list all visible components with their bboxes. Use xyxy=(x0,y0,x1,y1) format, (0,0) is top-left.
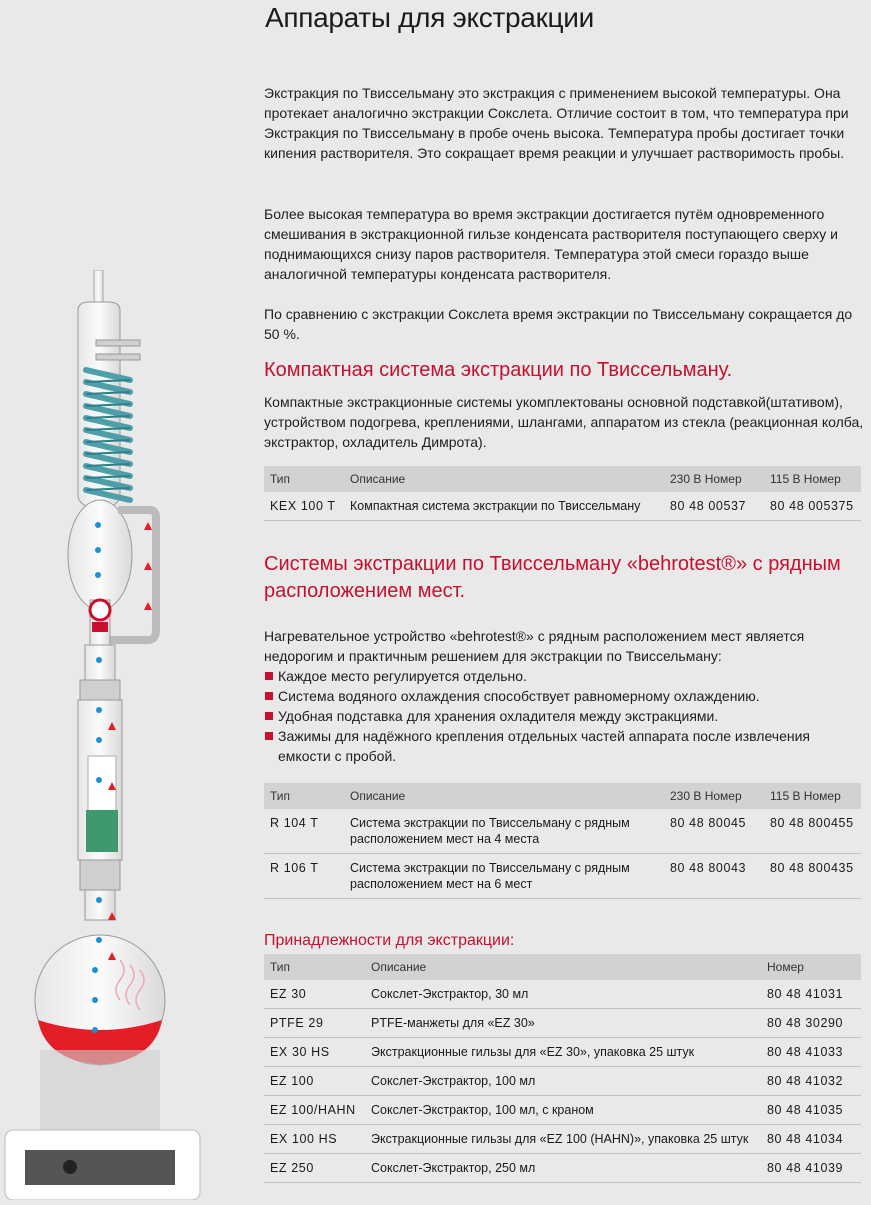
cell-115: 80 48 005375 xyxy=(764,492,861,521)
th-type: Тип xyxy=(264,466,344,492)
cell-desc: Сокслет-Экстрактор, 100 мл, с краном xyxy=(365,1096,761,1125)
table-row xyxy=(264,1154,861,1183)
cell-type: R 104 T xyxy=(264,809,344,854)
intro-paragraph-2: Более высокая температура во время экстракции достигается путём одновременного смешивания в экстракционной гильзе конденсата растворителя поступающего сверху и поднимающихся снизу паров растворителя. Температура этой смеси гораздо выше аналогичной температуры конденсата растворителя. xyxy=(264,206,838,282)
cell-type: R 106 T xyxy=(264,854,344,899)
cell-desc: Сокслет-Экстрактор, 30 мл xyxy=(365,980,761,1009)
bullet-item: Удобная подставка для хранения охладителя между экстракциями. xyxy=(264,706,862,726)
cell-115: 80 48 800435 xyxy=(764,854,861,899)
bullet-item: Каждое место регулируется отдельно. xyxy=(264,666,862,686)
cell-type: EZ 100 xyxy=(264,1067,365,1096)
cell-desc: Сокслет-Экстрактор, 250 мл xyxy=(365,1154,761,1183)
cell-desc: Система экстракции по Твиссельману с рядным расположением мест на 4 места xyxy=(344,809,664,854)
accessories-heading: Принадлежности для экстракции: xyxy=(264,932,515,949)
th-230: 230 В Номер xyxy=(664,466,764,492)
cell-number: 80 48 41034 xyxy=(761,1125,861,1154)
table-row xyxy=(264,809,861,854)
cell-number: 80 48 41032 xyxy=(761,1067,861,1096)
accessories-table xyxy=(264,954,861,1183)
table-row xyxy=(264,492,861,521)
cell-desc: Компактная система экстракции по Твиссельману xyxy=(344,492,664,521)
th-type: Тип xyxy=(264,954,365,980)
table-row xyxy=(264,980,861,1009)
cell-type: EZ 30 xyxy=(264,980,365,1009)
behrotest-heading: Системы экстракции по Твиссельману «behrotest®» с рядным расположением мест. xyxy=(264,553,841,602)
cell-number: 80 48 30290 xyxy=(761,1009,861,1038)
cell-desc: Экстракционные гильзы для «EZ 30», упаковка 25 штук xyxy=(365,1038,761,1067)
intro-paragraph-1: Экстракция по Твиссельману это экстракция с применением высокой температуры. Она протекает аналогично экстракции Сокслета. Отличие состоит в том, что температура при Экстракция по Твиссельману в пробе очень высока. Температура пробы достигает точки кипения растворителя. Это сокращает время реакции и улучшает растворимость пробы. xyxy=(264,85,849,161)
th-desc: Описание xyxy=(344,783,664,809)
behrotest-table xyxy=(264,783,861,899)
table-row xyxy=(264,1096,861,1125)
table-row xyxy=(264,1009,861,1038)
cell-230: 80 48 80043 xyxy=(664,854,764,899)
th-desc: Описание xyxy=(365,954,761,980)
cell-230: 80 48 80045 xyxy=(664,809,764,854)
behrotest-bullets xyxy=(264,666,862,766)
th-230: 230 В Номер xyxy=(664,783,764,809)
cell-number: 80 48 41035 xyxy=(761,1096,861,1125)
cell-number: 80 48 41039 xyxy=(761,1154,861,1183)
cell-type: EZ 100/HAHN xyxy=(264,1096,365,1125)
page-title: Аппараты для экстракции xyxy=(265,2,594,33)
bullet-item: Зажимы для надёжного крепления отдельных частей аппарата после извлечения емкости с пробой. xyxy=(264,726,862,766)
twisselmann-apparatus-icon xyxy=(0,270,220,1200)
cell-type: EX 30 HS xyxy=(264,1038,365,1067)
th-desc: Описание xyxy=(344,466,664,492)
cell-115: 80 48 800455 xyxy=(764,809,861,854)
th-115: 115 В Номер xyxy=(764,466,861,492)
bullet-item: Система водяного охлаждения способствует равномерному охлаждению. xyxy=(264,686,862,706)
table-row xyxy=(264,1067,861,1096)
table-row xyxy=(264,1038,861,1067)
cell-230: 80 48 00537 xyxy=(664,492,764,521)
compact-table xyxy=(264,466,861,521)
table-row xyxy=(264,1125,861,1154)
compact-text: Компактные экстракционные системы укомплектованы основной подставкой(штативом), устройством подогрева, креплениями, шлангами, аппаратом из стекла (реакционная колба, экстрактор, охладитель Димрота). xyxy=(264,394,864,450)
th-115: 115 В Номер xyxy=(764,783,861,809)
th-number: Номер xyxy=(761,954,861,980)
cell-desc: PTFE-манжеты для «EZ 30» xyxy=(365,1009,761,1038)
cell-number: 80 48 41031 xyxy=(761,980,861,1009)
intro-paragraph-3: По сравнению с экстракции Сокслета время экстракции по Твиссельману сокращается до 50 %. xyxy=(264,306,853,342)
cell-type: PTFE 29 xyxy=(264,1009,365,1038)
cell-type: EZ 250 xyxy=(264,1154,365,1183)
compact-heading: Компактная система экстракции по Твиссельману. xyxy=(264,359,733,381)
th-type: Тип xyxy=(264,783,344,809)
cell-type: EX 100 HS xyxy=(264,1125,365,1154)
behrotest-intro: Нагревательное устройство «behrotest®» с рядным расположением мест является недорогим и практичным решением для экстракции по Твиссельману: xyxy=(264,628,805,664)
cell-type: KEX 100 T xyxy=(264,492,344,521)
table-row xyxy=(264,854,861,899)
cell-desc: Экстракционные гильзы для «EZ 100 (HAHN)», упаковка 25 штук xyxy=(365,1125,761,1154)
cell-desc: Система экстракции по Твиссельману с рядным расположением мест на 6 мест xyxy=(344,854,664,899)
cell-number: 80 48 41033 xyxy=(761,1038,861,1067)
cell-desc: Сокслет-Экстрактор, 100 мл xyxy=(365,1067,761,1096)
